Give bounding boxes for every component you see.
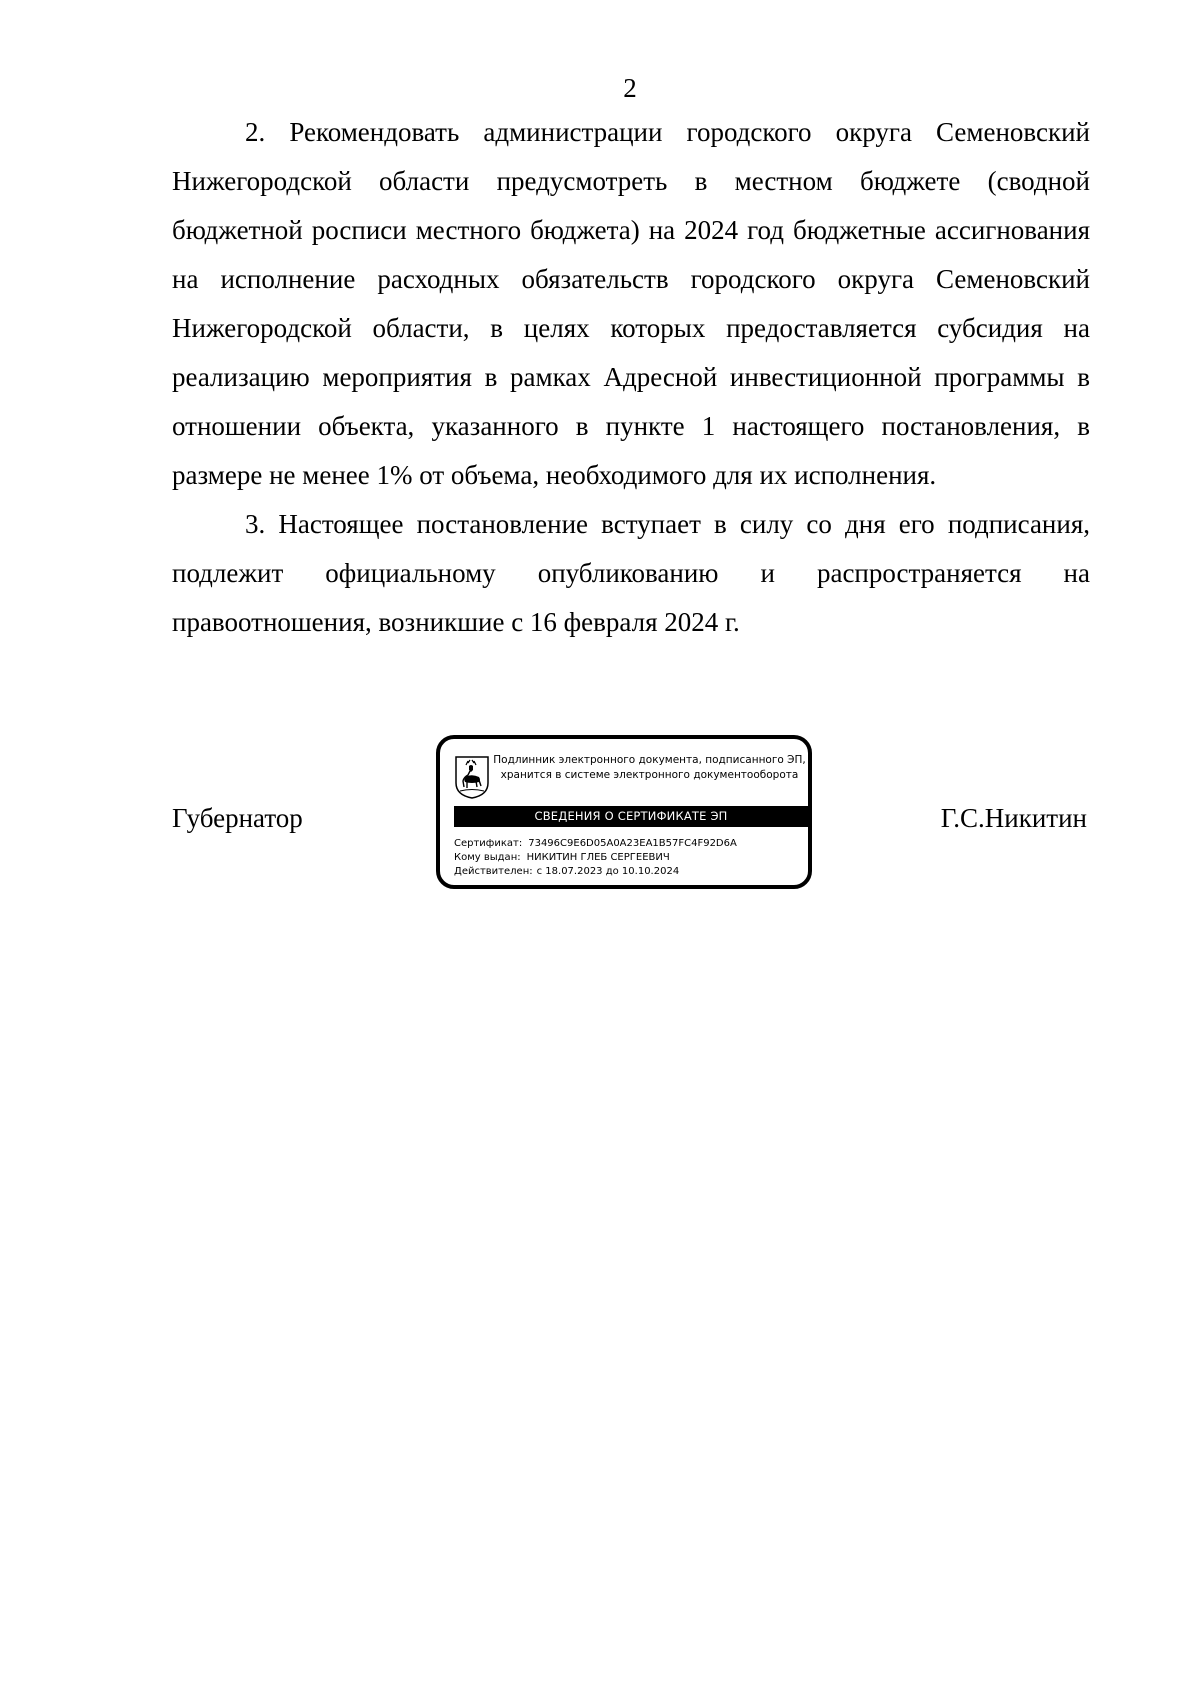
certificate-label: Сертификат: xyxy=(454,838,523,849)
stamp-title-bar: СВЕДЕНИЯ О СЕРТИФИКАТЕ ЭП xyxy=(454,806,808,827)
stamp-details xyxy=(454,837,737,879)
validity-label: Действителен: xyxy=(454,866,533,877)
deer-emblem-icon xyxy=(454,755,490,799)
signature-block xyxy=(172,735,1090,895)
issued-to-label: Кому выдан: xyxy=(454,852,521,863)
stamp-header-line1: Подлинник электронного документа, подписанного ЭП, xyxy=(493,754,806,766)
issued-to-value: НИКИТИН ГЛЕБ СЕРГЕЕВИЧ xyxy=(526,852,670,863)
signer-name: Г.С.Никитин xyxy=(940,803,1087,833)
electronic-signature-stamp xyxy=(436,735,812,889)
stamp-header-line2: хранится в системе электронного документооборота xyxy=(500,769,799,781)
issued-to-row xyxy=(454,851,737,865)
page-number: 2 xyxy=(623,73,637,103)
paragraph-2: 2. Рекомендовать администрации городского округа Семеновский Нижегородской области предусмотреть в местном бюджете (сводной бюджетной росписи местного бюджета) на 2024 год бюджетные ассигнования на исполнение расходных обязательств городского округа Семеновский Нижегородской области, в целях которых предоставляется субсидия на реализацию мероприятия в рамках Адресной инвестиционной программы в отношении объекта, указанного в пункте 1 настоящего постановления, в размере не менее 1% от объема, необходимого для их исполнения. xyxy=(172,117,1090,490)
validity-row xyxy=(454,865,737,879)
validity-value: с 18.07.2023 до 10.10.2024 xyxy=(536,866,680,877)
signer-position: Губернатор xyxy=(172,803,303,833)
document-body xyxy=(172,108,1090,647)
paragraph-3: 3. Настоящее постановление вступает в силу со дня его подписания, подлежит официальному опубликованию и распространяется на правоотношения, возникшие с 16 февраля 2024 г. xyxy=(172,509,1090,637)
certificate-row xyxy=(454,837,737,851)
certificate-value: 73496C9E6D05A0A23EA1B57FC4F92D6A xyxy=(528,838,737,849)
stamp-header xyxy=(492,753,807,783)
